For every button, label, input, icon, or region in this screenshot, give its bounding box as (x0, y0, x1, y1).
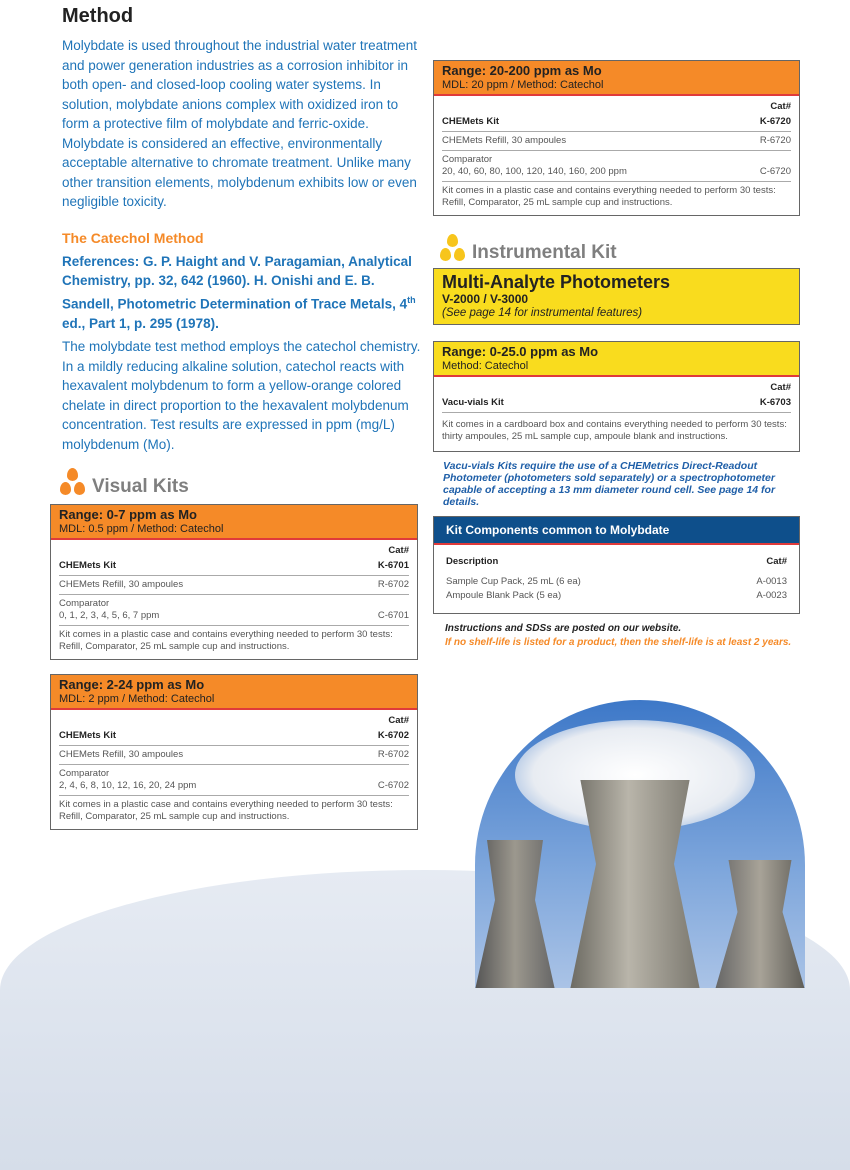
catechol-title: The Catechol Method (62, 229, 204, 246)
vacu-vials-box: Range: 0-25.0 ppm as Mo Method: Catechol Cat# Vacu-vials Kit K-6703 Kit comes in a cardboard box and contains everything needed to perform 30 tests: thirty ampoules, 25 mL sample cup, ampoule blank and instructions. (433, 341, 800, 452)
method-title: Method (62, 5, 134, 27)
method-paragraph: Molybdate is used throughout the industrial water treatment and power generation industries as a corrosion inhibitor in both open- and closed-loop cooling water systems. In solution, molybdate anions complex with oxidized iron to form a protective film of molybdate and ferric-oxide. Molybdate is considered an effective, environmentally acceptable alternative to chromate treatment. Unlike many other transition elements, molybdenum exhibits low or even negligible toxicity. (62, 38, 417, 209)
cooling-towers-photo (475, 700, 805, 988)
photometers-box: Multi-Analyte Photometers V-2000 / V-3000 (See page 14 for instrumental features) (433, 268, 800, 325)
kit-components-box: Kit Components common to Molybdate Description Cat# Sample Cup Pack, 25 mL (6 ea) A-0013 Ampoule Blank Pack (5 ea) A-0023 (433, 516, 800, 614)
kit-box-20-200: Range: 20-200 ppm as Mo MDL: 20 ppm / Method: Catechol Cat# CHEMets Kit K-6720 CHEMets Refill, 30 ampoules R-6720 Comparator 20, 40, 60, 80, 100, 120, 140, 160, 200 ppm C-6720 Kit comes in a plastic case and contains everything needed to perform 30 tests: Refill, Comparator, 25 mL sample cup and instructions. (433, 60, 800, 216)
drops-icon (438, 234, 466, 264)
instrumental-kit-heading: Instrumental Kit (438, 234, 800, 264)
vacu-vials-note: Vacu-vials Kits require the use of a CHEMetrics Direct-Readout Photometer (photometers sold separately) or a spectrophotometer capable of accepting a 13 mm diameter round cell. See page 14 for details. (443, 460, 776, 508)
notes: Instructions and SDSs are posted on our website. If no shelf-life is listed for a product, then the shelf-life is at least 2 years. (445, 623, 792, 648)
left-column (59, 5, 422, 830)
kit-box-2-24: Range: 2-24 ppm as Mo MDL: 2 ppm / Method: Catechol Cat# CHEMets Kit K-6702 CHEMets Refill, 30 ampoules R-6702 Comparator 2, 4, 6, 8, 10, 12, 16, 20, 24 ppm C-6702 Kit comes in a plastic case and contains everything needed to perform 30 tests: Refill, Comparator, 25 mL sample cup and instructions. (50, 674, 418, 830)
kit-box-0-7: Range: 0-7 ppm as Mo MDL: 0.5 ppm / Method: Catechol Cat# CHEMets Kit K-6701 CHEMets Refill, 30 ampoules R-6702 Comparator 0, 1, 2, 3, 4, 5, 6, 7 ppm C-6701 Kit comes in a plastic case and contains everything needed to perform 30 tests: Refill, Comparator, 25 mL sample cup and instructions. (50, 504, 418, 660)
catechol-references: References: G. P. Haight and V. Paragamian, Analytical Chemistry, pp. 32, 642 (1960). H. Onishi and E. B. Sandell, Photometric Determination of Trace Metals, 4th ed., Part 1, p. 295 (1978). (62, 253, 416, 331)
catechol-paragraph: The molybdate test method employs the catechol chemistry. In a mildly reducing alkaline solution, catechol reacts with hexavalent molybdenum to form a yellow-orange colored chelate in direct proportion to the hexavalent molybdenum concentration. Test results are expressed in ppm (mg/L) molybdenum (Mo). (62, 339, 421, 452)
right-column (433, 60, 800, 650)
visual-kits-heading: Visual Kits (58, 468, 422, 498)
drops-icon (58, 468, 86, 498)
